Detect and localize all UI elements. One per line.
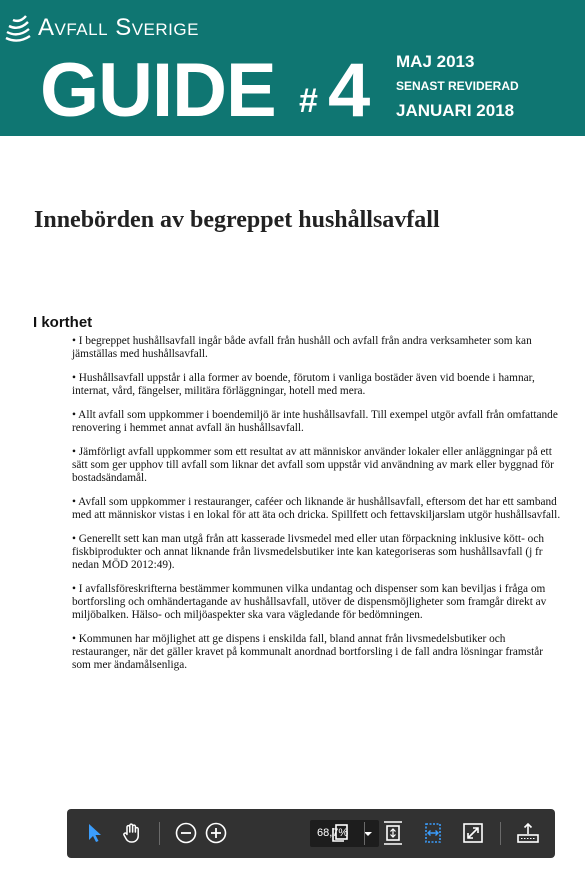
bullet-item: • Jämförligt avfall uppkommer som ett resultat av att människor använder lokaler eller anläggningar på ett sätt som ger upphov till avfall som liknar det avfall som uppstår vid användning av mark eller byggnad för bostadsändamål. (72, 445, 554, 485)
toolbar-divider (159, 822, 160, 845)
pdf-viewer-toolbar (67, 809, 555, 858)
toolbar-divider (500, 822, 501, 845)
bullet-item: • I avfallsföreskrifterna bestämmer kommunen vilka undantag och dispenser som kan beviljas i fråga om bortforsling och omhändertagande av hushållsavfall, utöver de dispensmöjligheter som framgår direkt av miljöbalken. Hälso- och miljöaspekter ska vara vägledande för bedömningen. (72, 582, 547, 622)
guide-header (0, 0, 585, 136)
download-icon (516, 821, 540, 845)
revised-date: JANUARI 2018 (396, 101, 515, 120)
zoom-in-icon (204, 821, 228, 845)
fit-page-button[interactable] (380, 820, 406, 846)
copy-pages-icon (329, 822, 351, 844)
select-tool-button[interactable] (81, 820, 107, 846)
summary-bullet-list (72, 335, 562, 683)
bullet-item: • Hushållsavfall uppstår i alla former av boende, förutom i vanliga bostäder även vid boende i hamnar, internat, vård, fängelser, militära förläggningar, hotell med mera. (72, 371, 535, 398)
hand-tool-button[interactable] (119, 820, 145, 846)
fit-width-icon (422, 821, 444, 845)
section-heading: I korthet (33, 314, 93, 331)
publish-date: MAJ 2013 (396, 52, 475, 71)
chevron-down-icon (364, 832, 372, 836)
guide-word: GUIDE (40, 48, 276, 133)
zoom-in-button[interactable] (203, 820, 229, 846)
bullet-item: • Generellt sett kan man utgå från att kasserade livsmedel med eller utan förpackning inklusive kött- och fiskbiprodukter och annat liknande från livsmedelsbutiker inte kan kategoriseras som hushållsavfall (j fr nedan MÖD 2012:49). (72, 532, 544, 572)
fullscreen-button[interactable] (460, 820, 486, 846)
guide-hash: # (299, 82, 318, 120)
bullet-item: • Kommunen har möjlighet att ge dispens i enskilda fall, bland annat från livsmedelsbutiker och restauranger, när det gäller kravet på kommunalt anordnad bortforsling i de fall andra lösningar framstår som mer ändamålsenliga. (72, 632, 544, 672)
fullscreen-icon (462, 822, 484, 844)
download-button[interactable] (515, 820, 541, 846)
fit-width-button[interactable] (420, 820, 446, 846)
select-arrow-icon (84, 822, 104, 844)
zoom-out-icon (174, 821, 198, 845)
guide-number: 4 (328, 48, 371, 133)
document-title: Innebörden av begreppet hushållsavfall (34, 207, 440, 233)
zoom-out-button[interactable] (173, 820, 199, 846)
brand-name: Avfall Sverige (38, 14, 199, 41)
bullet-item: • I begreppet hushållsavfall ingår både avfall från hushåll och avfall från andra verksamheter som kan jämställas med hushållsavfall. (72, 335, 532, 361)
hand-icon (120, 821, 144, 845)
page-copy-button[interactable] (327, 820, 353, 846)
bullet-item: • Avfall som uppkommer i restauranger, caféer och liknande är hushållsavfall, eftersom det har ett samband med att människor vistas i en lokal för att äta och dricka. Spillfett och fettavskiljarslam utgör hushållsavfall. (72, 495, 561, 522)
toolbar-divider (364, 822, 365, 845)
bullet-item: • Allt avfall som uppkommer i boendemiljö är inte hushållsavfall. Till exempel utgör avfall från omfattande renovering i hemmet annat avfall än hushållsavfall. (72, 408, 558, 435)
fit-page-icon (381, 820, 405, 846)
zoom-level-value: 68,7% (317, 827, 349, 839)
revised-label: SENAST REVIDERAD (396, 79, 519, 93)
avfall-sverige-logo-icon (4, 14, 32, 44)
